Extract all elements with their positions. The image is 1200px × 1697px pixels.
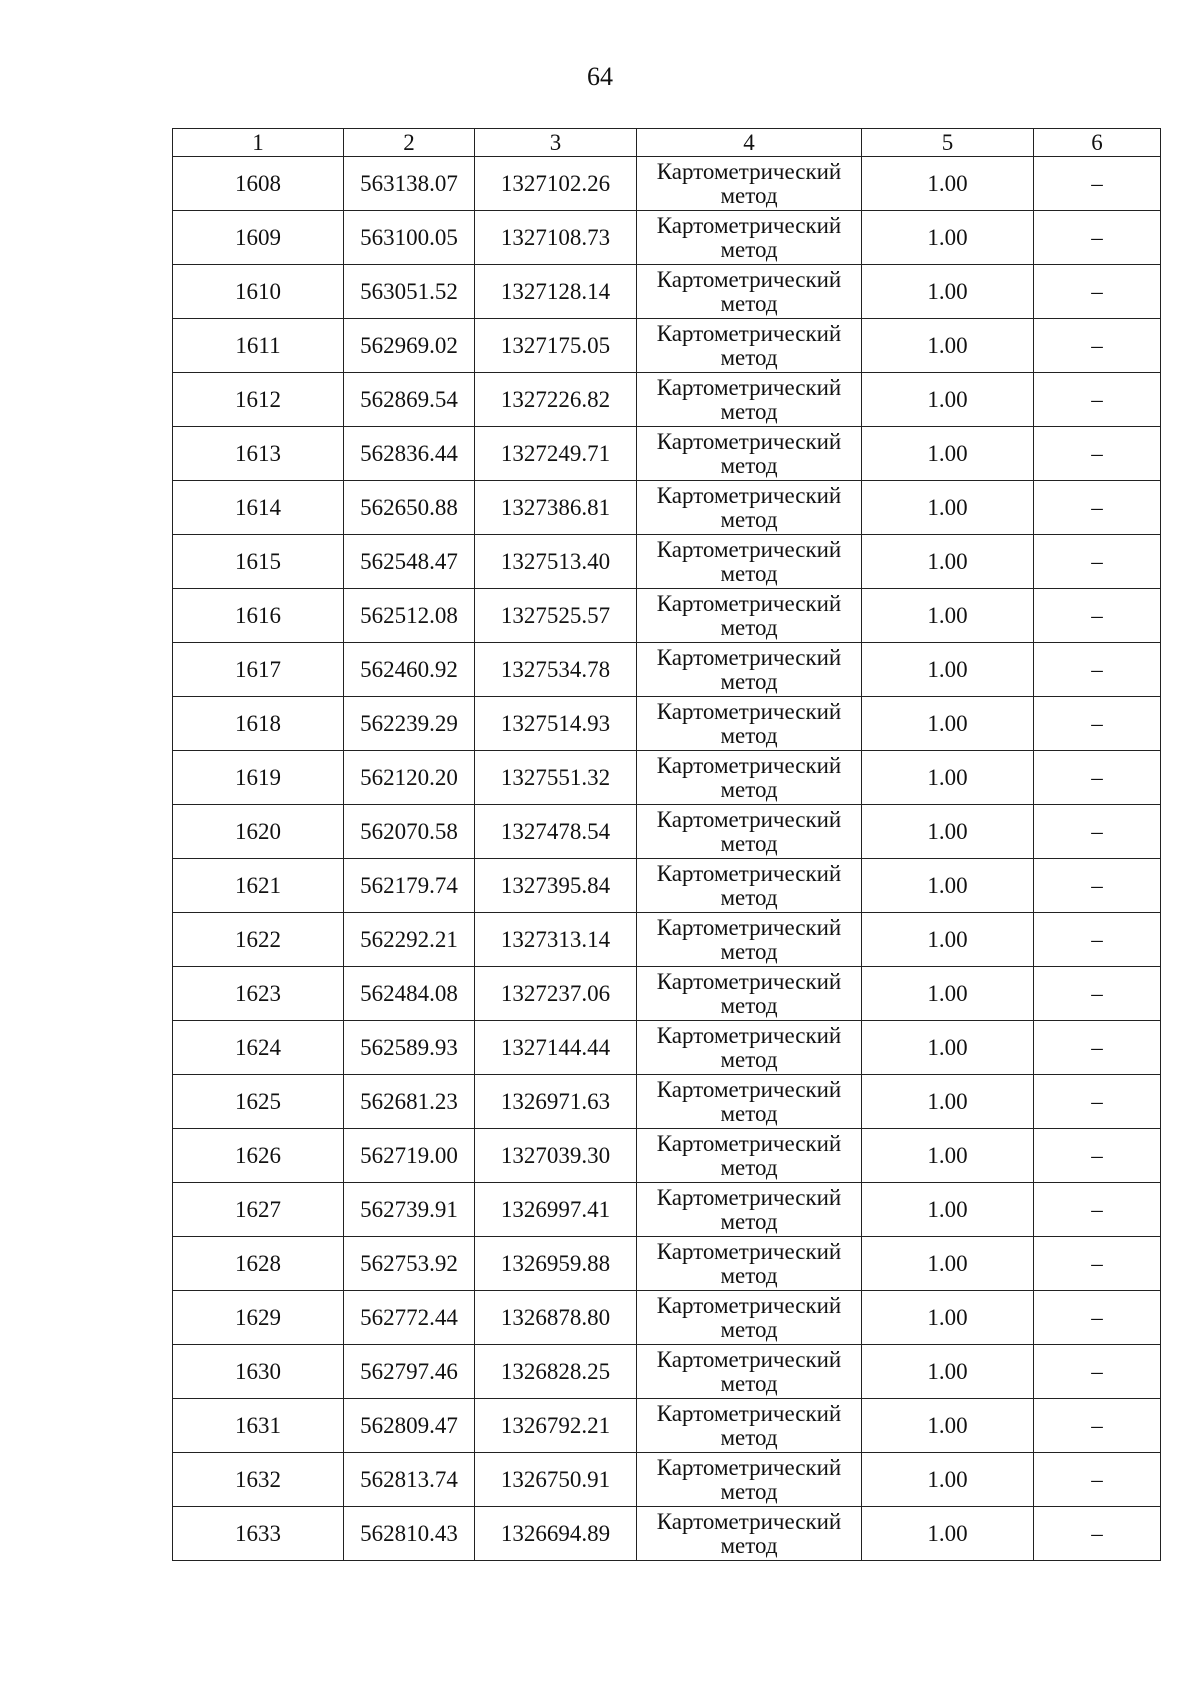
table-row	[173, 373, 1161, 427]
point-number-cell: 1630	[173, 1345, 344, 1399]
method-cell	[637, 1075, 862, 1129]
accuracy-cell: 1.00	[862, 967, 1034, 1021]
table-row	[173, 1291, 1161, 1345]
table-body	[173, 157, 1161, 1561]
point-number-cell: 1628	[173, 1237, 344, 1291]
note-cell: –	[1034, 157, 1161, 211]
point-number-cell: 1609	[173, 211, 344, 265]
x-coordinate-cell: 562239.29	[344, 697, 475, 751]
x-coordinate-cell: 562813.74	[344, 1453, 475, 1507]
accuracy-cell: 1.00	[862, 751, 1034, 805]
note-cell: –	[1034, 805, 1161, 859]
coordinates-table	[172, 128, 1161, 1561]
method-cell	[637, 373, 862, 427]
y-coordinate-cell: 1327102.26	[475, 157, 637, 211]
method-cell	[637, 1237, 862, 1291]
method-cell	[637, 967, 862, 1021]
table-row	[173, 697, 1161, 751]
column-header: 6	[1034, 129, 1161, 157]
table-row	[173, 1507, 1161, 1561]
point-number-cell: 1625	[173, 1075, 344, 1129]
note-cell: –	[1034, 643, 1161, 697]
note-cell: –	[1034, 1021, 1161, 1075]
x-coordinate-cell: 563051.52	[344, 265, 475, 319]
method-line-2: метод	[720, 1424, 778, 1450]
method-line-1: Картометрический	[656, 428, 842, 454]
y-coordinate-cell: 1327525.57	[475, 589, 637, 643]
method-line-1: Картометрический	[656, 968, 842, 994]
method-line-1: Картометрический	[656, 644, 842, 670]
note-cell: –	[1034, 373, 1161, 427]
y-coordinate-cell: 1327175.05	[475, 319, 637, 373]
point-number-cell: 1632	[173, 1453, 344, 1507]
method-line-1: Картометрический	[656, 860, 842, 886]
note-cell: –	[1034, 1129, 1161, 1183]
table-row	[173, 427, 1161, 481]
accuracy-cell: 1.00	[862, 481, 1034, 535]
x-coordinate-cell: 562548.47	[344, 535, 475, 589]
method-line-2: метод	[720, 1370, 778, 1396]
x-coordinate-cell: 562739.91	[344, 1183, 475, 1237]
method-line-2: метод	[720, 722, 778, 748]
x-coordinate-cell: 562292.21	[344, 913, 475, 967]
point-number-cell: 1626	[173, 1129, 344, 1183]
accuracy-cell: 1.00	[862, 211, 1034, 265]
y-coordinate-cell: 1327108.73	[475, 211, 637, 265]
y-coordinate-cell: 1327513.40	[475, 535, 637, 589]
y-coordinate-cell: 1326971.63	[475, 1075, 637, 1129]
y-coordinate-cell: 1326959.88	[475, 1237, 637, 1291]
method-line-2: метод	[720, 776, 778, 802]
method-cell	[637, 805, 862, 859]
method-line-2: метод	[720, 830, 778, 856]
method-line-2: метод	[720, 1478, 778, 1504]
table-row	[173, 967, 1161, 1021]
x-coordinate-cell: 562589.93	[344, 1021, 475, 1075]
method-line-1: Картометрический	[656, 1184, 842, 1210]
method-line-1: Картометрический	[656, 914, 842, 940]
method-cell	[637, 859, 862, 913]
table-row	[173, 1237, 1161, 1291]
method-line-1: Картометрический	[656, 590, 842, 616]
table-row	[173, 859, 1161, 913]
accuracy-cell: 1.00	[862, 1021, 1034, 1075]
note-cell: –	[1034, 1075, 1161, 1129]
method-line-1: Картометрический	[656, 1130, 842, 1156]
x-coordinate-cell: 562719.00	[344, 1129, 475, 1183]
page-number: 64	[587, 62, 613, 91]
note-cell: –	[1034, 697, 1161, 751]
note-cell: –	[1034, 1291, 1161, 1345]
x-coordinate-cell: 562969.02	[344, 319, 475, 373]
note-cell: –	[1034, 589, 1161, 643]
method-line-1: Картометрический	[656, 536, 842, 562]
method-line-2: метод	[720, 614, 778, 640]
accuracy-cell: 1.00	[862, 1399, 1034, 1453]
table-header	[173, 129, 1161, 157]
y-coordinate-cell: 1327144.44	[475, 1021, 637, 1075]
method-cell	[637, 1507, 862, 1561]
point-number-cell: 1612	[173, 373, 344, 427]
y-coordinate-cell: 1327128.14	[475, 265, 637, 319]
accuracy-cell: 1.00	[862, 535, 1034, 589]
method-cell	[637, 211, 862, 265]
note-cell: –	[1034, 481, 1161, 535]
method-line-2: метод	[720, 1532, 778, 1558]
method-line-2: метод	[720, 506, 778, 532]
y-coordinate-cell: 1326828.25	[475, 1345, 637, 1399]
accuracy-cell: 1.00	[862, 265, 1034, 319]
method-line-1: Картометрический	[656, 1022, 842, 1048]
column-header: 5	[862, 129, 1034, 157]
note-cell: –	[1034, 1399, 1161, 1453]
x-coordinate-cell: 562650.88	[344, 481, 475, 535]
note-cell: –	[1034, 427, 1161, 481]
method-line-1: Картометрический	[656, 1508, 842, 1534]
x-coordinate-cell: 562512.08	[344, 589, 475, 643]
method-line-1: Картометрический	[656, 482, 842, 508]
point-number-cell: 1622	[173, 913, 344, 967]
y-coordinate-cell: 1326878.80	[475, 1291, 637, 1345]
method-line-2: метод	[720, 1154, 778, 1180]
note-cell: –	[1034, 211, 1161, 265]
accuracy-cell: 1.00	[862, 805, 1034, 859]
note-cell: –	[1034, 751, 1161, 805]
method-line-2: метод	[720, 668, 778, 694]
method-line-2: метод	[720, 452, 778, 478]
point-number-cell: 1611	[173, 319, 344, 373]
method-line-2: метод	[720, 992, 778, 1018]
y-coordinate-cell: 1327551.32	[475, 751, 637, 805]
column-header: 1	[173, 129, 344, 157]
method-cell	[637, 1291, 862, 1345]
point-number-cell: 1631	[173, 1399, 344, 1453]
note-cell: –	[1034, 967, 1161, 1021]
method-line-2: метод	[720, 938, 778, 964]
point-number-cell: 1633	[173, 1507, 344, 1561]
accuracy-cell: 1.00	[862, 1075, 1034, 1129]
method-line-2: метод	[720, 884, 778, 910]
x-coordinate-cell: 562070.58	[344, 805, 475, 859]
x-coordinate-cell: 562869.54	[344, 373, 475, 427]
accuracy-cell: 1.00	[862, 1183, 1034, 1237]
accuracy-cell: 1.00	[862, 697, 1034, 751]
y-coordinate-cell: 1327039.30	[475, 1129, 637, 1183]
method-line-2: метод	[720, 182, 778, 208]
method-cell	[637, 481, 862, 535]
point-number-cell: 1615	[173, 535, 344, 589]
x-coordinate-cell: 562809.47	[344, 1399, 475, 1453]
x-coordinate-cell: 562753.92	[344, 1237, 475, 1291]
point-number-cell: 1616	[173, 589, 344, 643]
x-coordinate-cell: 562772.44	[344, 1291, 475, 1345]
column-header: 2	[344, 129, 475, 157]
y-coordinate-cell: 1327226.82	[475, 373, 637, 427]
method-cell	[637, 265, 862, 319]
accuracy-cell: 1.00	[862, 589, 1034, 643]
accuracy-cell: 1.00	[862, 427, 1034, 481]
x-coordinate-cell: 562484.08	[344, 967, 475, 1021]
method-cell	[637, 535, 862, 589]
header-row	[173, 129, 1161, 157]
table-row	[173, 1129, 1161, 1183]
method-line-2: метод	[720, 344, 778, 370]
note-cell: –	[1034, 1237, 1161, 1291]
method-line-2: метод	[720, 236, 778, 262]
note-cell: –	[1034, 535, 1161, 589]
table-row	[173, 1399, 1161, 1453]
x-coordinate-cell: 562836.44	[344, 427, 475, 481]
point-number-cell: 1618	[173, 697, 344, 751]
point-number-cell: 1624	[173, 1021, 344, 1075]
y-coordinate-cell: 1327395.84	[475, 859, 637, 913]
method-line-1: Картометрический	[656, 1454, 842, 1480]
accuracy-cell: 1.00	[862, 643, 1034, 697]
method-line-1: Картометрический	[656, 698, 842, 724]
y-coordinate-cell: 1327478.54	[475, 805, 637, 859]
x-coordinate-cell: 562810.43	[344, 1507, 475, 1561]
accuracy-cell: 1.00	[862, 1453, 1034, 1507]
method-line-2: метод	[720, 1100, 778, 1126]
table-row	[173, 1453, 1161, 1507]
method-line-2: метод	[720, 1316, 778, 1342]
accuracy-cell: 1.00	[862, 913, 1034, 967]
x-coordinate-cell: 562797.46	[344, 1345, 475, 1399]
method-cell	[637, 589, 862, 643]
y-coordinate-cell: 1327534.78	[475, 643, 637, 697]
note-cell: –	[1034, 265, 1161, 319]
x-coordinate-cell: 562179.74	[344, 859, 475, 913]
method-line-1: Картометрический	[656, 212, 842, 238]
table-row	[173, 1183, 1161, 1237]
point-number-cell: 1620	[173, 805, 344, 859]
method-line-1: Картометрический	[656, 1238, 842, 1264]
y-coordinate-cell: 1327313.14	[475, 913, 637, 967]
table-row	[173, 805, 1161, 859]
table-row	[173, 643, 1161, 697]
method-cell	[637, 1345, 862, 1399]
x-coordinate-cell: 563138.07	[344, 157, 475, 211]
note-cell: –	[1034, 1453, 1161, 1507]
table-row	[173, 211, 1161, 265]
table-row	[173, 535, 1161, 589]
method-cell	[637, 1021, 862, 1075]
method-line-1: Картометрический	[656, 752, 842, 778]
point-number-cell: 1613	[173, 427, 344, 481]
note-cell: –	[1034, 1507, 1161, 1561]
table-row	[173, 913, 1161, 967]
table-row	[173, 751, 1161, 805]
accuracy-cell: 1.00	[862, 1237, 1034, 1291]
point-number-cell: 1619	[173, 751, 344, 805]
accuracy-cell: 1.00	[862, 1345, 1034, 1399]
point-number-cell: 1629	[173, 1291, 344, 1345]
accuracy-cell: 1.00	[862, 157, 1034, 211]
method-cell	[637, 157, 862, 211]
method-line-1: Картометрический	[656, 158, 842, 184]
point-number-cell: 1617	[173, 643, 344, 697]
method-line-1: Картометрический	[656, 374, 842, 400]
method-cell	[637, 751, 862, 805]
point-number-cell: 1610	[173, 265, 344, 319]
y-coordinate-cell: 1326694.89	[475, 1507, 637, 1561]
accuracy-cell: 1.00	[862, 859, 1034, 913]
table-row	[173, 157, 1161, 211]
method-cell	[637, 1453, 862, 1507]
method-line-1: Картометрический	[656, 320, 842, 346]
method-line-2: метод	[720, 1262, 778, 1288]
note-cell: –	[1034, 859, 1161, 913]
table-row	[173, 589, 1161, 643]
method-line-1: Картометрический	[656, 806, 842, 832]
table-row	[173, 1021, 1161, 1075]
point-number-cell: 1608	[173, 157, 344, 211]
method-line-2: метод	[720, 1046, 778, 1072]
accuracy-cell: 1.00	[862, 1291, 1034, 1345]
method-cell	[637, 1183, 862, 1237]
method-cell	[637, 1129, 862, 1183]
method-line-2: метод	[720, 1208, 778, 1234]
column-header: 4	[637, 129, 862, 157]
note-cell: –	[1034, 913, 1161, 967]
table-row	[173, 1075, 1161, 1129]
method-line-2: метод	[720, 398, 778, 424]
method-line-1: Картометрический	[656, 1346, 842, 1372]
accuracy-cell: 1.00	[862, 1129, 1034, 1183]
x-coordinate-cell: 562120.20	[344, 751, 475, 805]
method-line-1: Картометрический	[656, 1292, 842, 1318]
method-cell	[637, 643, 862, 697]
y-coordinate-cell: 1326997.41	[475, 1183, 637, 1237]
accuracy-cell: 1.00	[862, 319, 1034, 373]
x-coordinate-cell: 562460.92	[344, 643, 475, 697]
method-line-1: Картометрический	[656, 1076, 842, 1102]
accuracy-cell: 1.00	[862, 373, 1034, 427]
x-coordinate-cell: 562681.23	[344, 1075, 475, 1129]
point-number-cell: 1621	[173, 859, 344, 913]
note-cell: –	[1034, 319, 1161, 373]
y-coordinate-cell: 1326792.21	[475, 1399, 637, 1453]
table-row	[173, 319, 1161, 373]
point-number-cell: 1623	[173, 967, 344, 1021]
method-line-1: Картометрический	[656, 266, 842, 292]
point-number-cell: 1614	[173, 481, 344, 535]
y-coordinate-cell: 1327237.06	[475, 967, 637, 1021]
method-line-2: метод	[720, 290, 778, 316]
method-cell	[637, 319, 862, 373]
method-cell	[637, 697, 862, 751]
method-line-1: Картометрический	[656, 1400, 842, 1426]
table-row	[173, 481, 1161, 535]
method-cell	[637, 913, 862, 967]
y-coordinate-cell: 1327249.71	[475, 427, 637, 481]
table-row	[173, 1345, 1161, 1399]
method-cell	[637, 1399, 862, 1453]
y-coordinate-cell: 1327386.81	[475, 481, 637, 535]
method-cell	[637, 427, 862, 481]
table-row	[173, 265, 1161, 319]
point-number-cell: 1627	[173, 1183, 344, 1237]
y-coordinate-cell: 1326750.91	[475, 1453, 637, 1507]
accuracy-cell: 1.00	[862, 1507, 1034, 1561]
method-line-2: метод	[720, 560, 778, 586]
column-header: 3	[475, 129, 637, 157]
y-coordinate-cell: 1327514.93	[475, 697, 637, 751]
x-coordinate-cell: 563100.05	[344, 211, 475, 265]
note-cell: –	[1034, 1345, 1161, 1399]
note-cell: –	[1034, 1183, 1161, 1237]
